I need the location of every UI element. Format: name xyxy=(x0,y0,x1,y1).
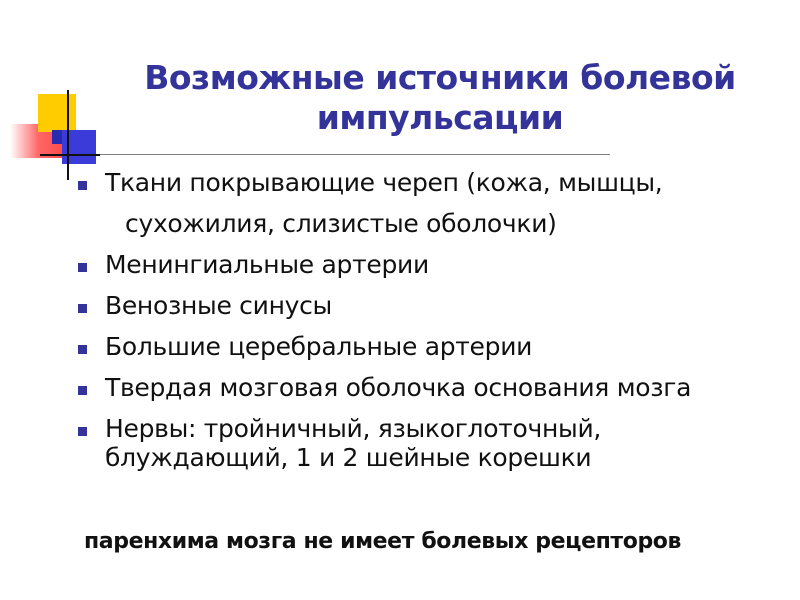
slide-title xyxy=(100,58,780,138)
list-item xyxy=(72,168,772,238)
horizontal-rule-accent xyxy=(40,154,100,156)
bullet-marker-icon xyxy=(78,386,87,395)
bullet-marker-icon xyxy=(78,304,87,313)
bullet-marker-icon xyxy=(78,427,87,436)
list-item-text: Менингиальные артерии xyxy=(105,250,429,279)
slide-title-line-2: импульсации xyxy=(316,98,564,137)
bullet-marker-icon xyxy=(78,181,87,190)
yellow-square-decoration xyxy=(38,94,76,132)
list-item-continuation: сухожилия, слизистые оболочки) xyxy=(125,209,557,238)
slide-title-line-1: Возможные источники болевой xyxy=(144,58,736,97)
vertical-line-decoration xyxy=(67,90,69,180)
list-item xyxy=(72,291,772,320)
list-item xyxy=(72,373,705,402)
list-item-text: Нервы: тройничный, языкоглоточный, блуждающий, 1 и 2 шейные корешки xyxy=(105,414,602,472)
bullet-marker-icon xyxy=(78,263,87,272)
horizontal-rule xyxy=(40,154,610,155)
footnote: паренхима мозга не имеет болевых рецепторов xyxy=(84,529,682,554)
list-item xyxy=(72,332,772,361)
list-item-text: Ткани покрывающие череп (кожа, мышцы, xyxy=(105,168,663,197)
bullet-list xyxy=(72,168,772,472)
list-item-text: Большие церебральные артерии xyxy=(105,332,533,361)
list-item xyxy=(72,250,772,279)
list-item xyxy=(72,414,715,472)
bullet-marker-icon xyxy=(78,345,87,354)
list-item-text: Венозные синусы xyxy=(105,291,332,320)
list-item-text: Твердая мозговая оболочка основания мозга xyxy=(105,373,692,402)
